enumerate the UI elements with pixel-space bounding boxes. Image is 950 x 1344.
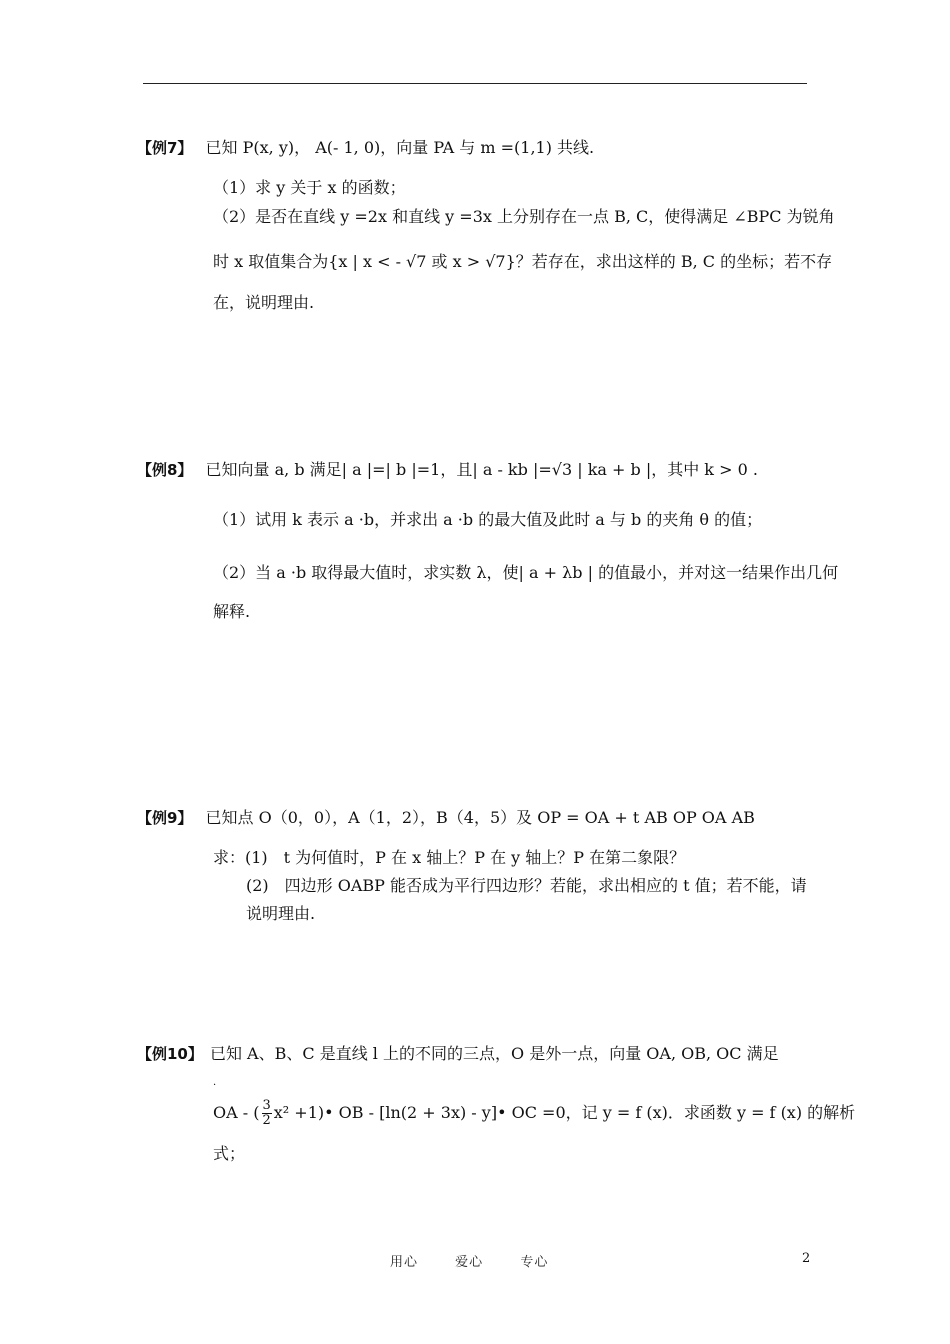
fraction-denominator: 2 (262, 1113, 271, 1128)
example-10-label: 【例10】 (137, 1045, 203, 1063)
example-8-line-4: 解释. (213, 602, 251, 621)
example-9-line-3: (2) 四边形 OABP 能否成为平行四边形？若能，求出相应的 t 值；若不能，请 (246, 876, 807, 895)
page-number: 2 (802, 1251, 811, 1266)
example-10-formula-rest: x² +1)• OB - [ln(2 + 3x) - y]• OC =0，记 y = f (x)．求函数 y = f (x) 的解析 (273, 1103, 856, 1122)
example-10-line-1 (137, 1044, 779, 1064)
example-8-label: 【例8】 (137, 461, 193, 479)
example-8-line-3: （2）当 a ·b 取得最大值时，求实数 λ，使| a + λb | 的值最小，并对这一结果作出几何 (213, 563, 839, 582)
fraction-three-halves (262, 1099, 272, 1128)
example-7-line-4: 时 x 取值集合为{x | x < - √7 或 x > √7}？若存在，求出这样的 B, C 的坐标；若不存 (213, 252, 833, 271)
example-7-text: 已知 P(x, y)， A(- 1, 0)，向量 PA 与 m =(1,1) 共线. (205, 138, 595, 157)
example-9-line-4: 说明理由. (246, 904, 316, 923)
example-7-line-2: （1）求 y 关于 x 的函数； (213, 178, 406, 197)
example-9-label: 【例9】 (137, 809, 193, 827)
example-7-line-1 (137, 138, 594, 158)
example-7-line-5: 在，说明理由. (213, 293, 315, 312)
header-rule (143, 83, 807, 84)
example-10-line-3: 式； (213, 1144, 246, 1163)
example-8-line-1 (137, 460, 758, 480)
footer-word-3: 专心 (520, 1255, 549, 1270)
footer-motto (390, 1251, 580, 1270)
fraction-numerator: 3 (262, 1098, 271, 1113)
example-8-line-2: （1）试用 k 表示 a ·b，并求出 a ·b 的最大值及此时 a 与 b 的夹角 θ 的值； (213, 510, 763, 529)
example-9-line-1 (137, 808, 755, 828)
example-10-text: 已知 A、B、C 是直线 l 上的不同的三点，O 是外一点，向量 OA, OB, OC 满足 (209, 1044, 779, 1063)
footer-word-2: 爱心 (455, 1255, 484, 1270)
example-8-text: 已知向量 a, b 满足| a |=| b |=1，且| a - kb |=√3 | ka + b |，其中 k > 0 . (205, 460, 758, 479)
footer-word-1: 用心 (390, 1255, 419, 1270)
example-9-line-2: 求：(1) t 为何值时，P 在 x 轴上？P 在 y 轴上？P 在第二象限？ (213, 848, 686, 867)
example-9-text: 已知点 O（0，0），A（1，2），B（4，5）及 OP = OA + t AB OP OA AB (205, 808, 755, 827)
stray-dot: · (213, 1080, 217, 1091)
example-10-line-2 (213, 1098, 855, 1128)
example-10-formula-start: OA - ( (213, 1103, 260, 1122)
example-7-label: 【例7】 (137, 139, 193, 157)
example-7-line-3: （2）是否在直线 y =2x 和直线 y =3x 上分别存在一点 B, C，使得满足 ∠BPC 为锐角 (213, 207, 835, 226)
